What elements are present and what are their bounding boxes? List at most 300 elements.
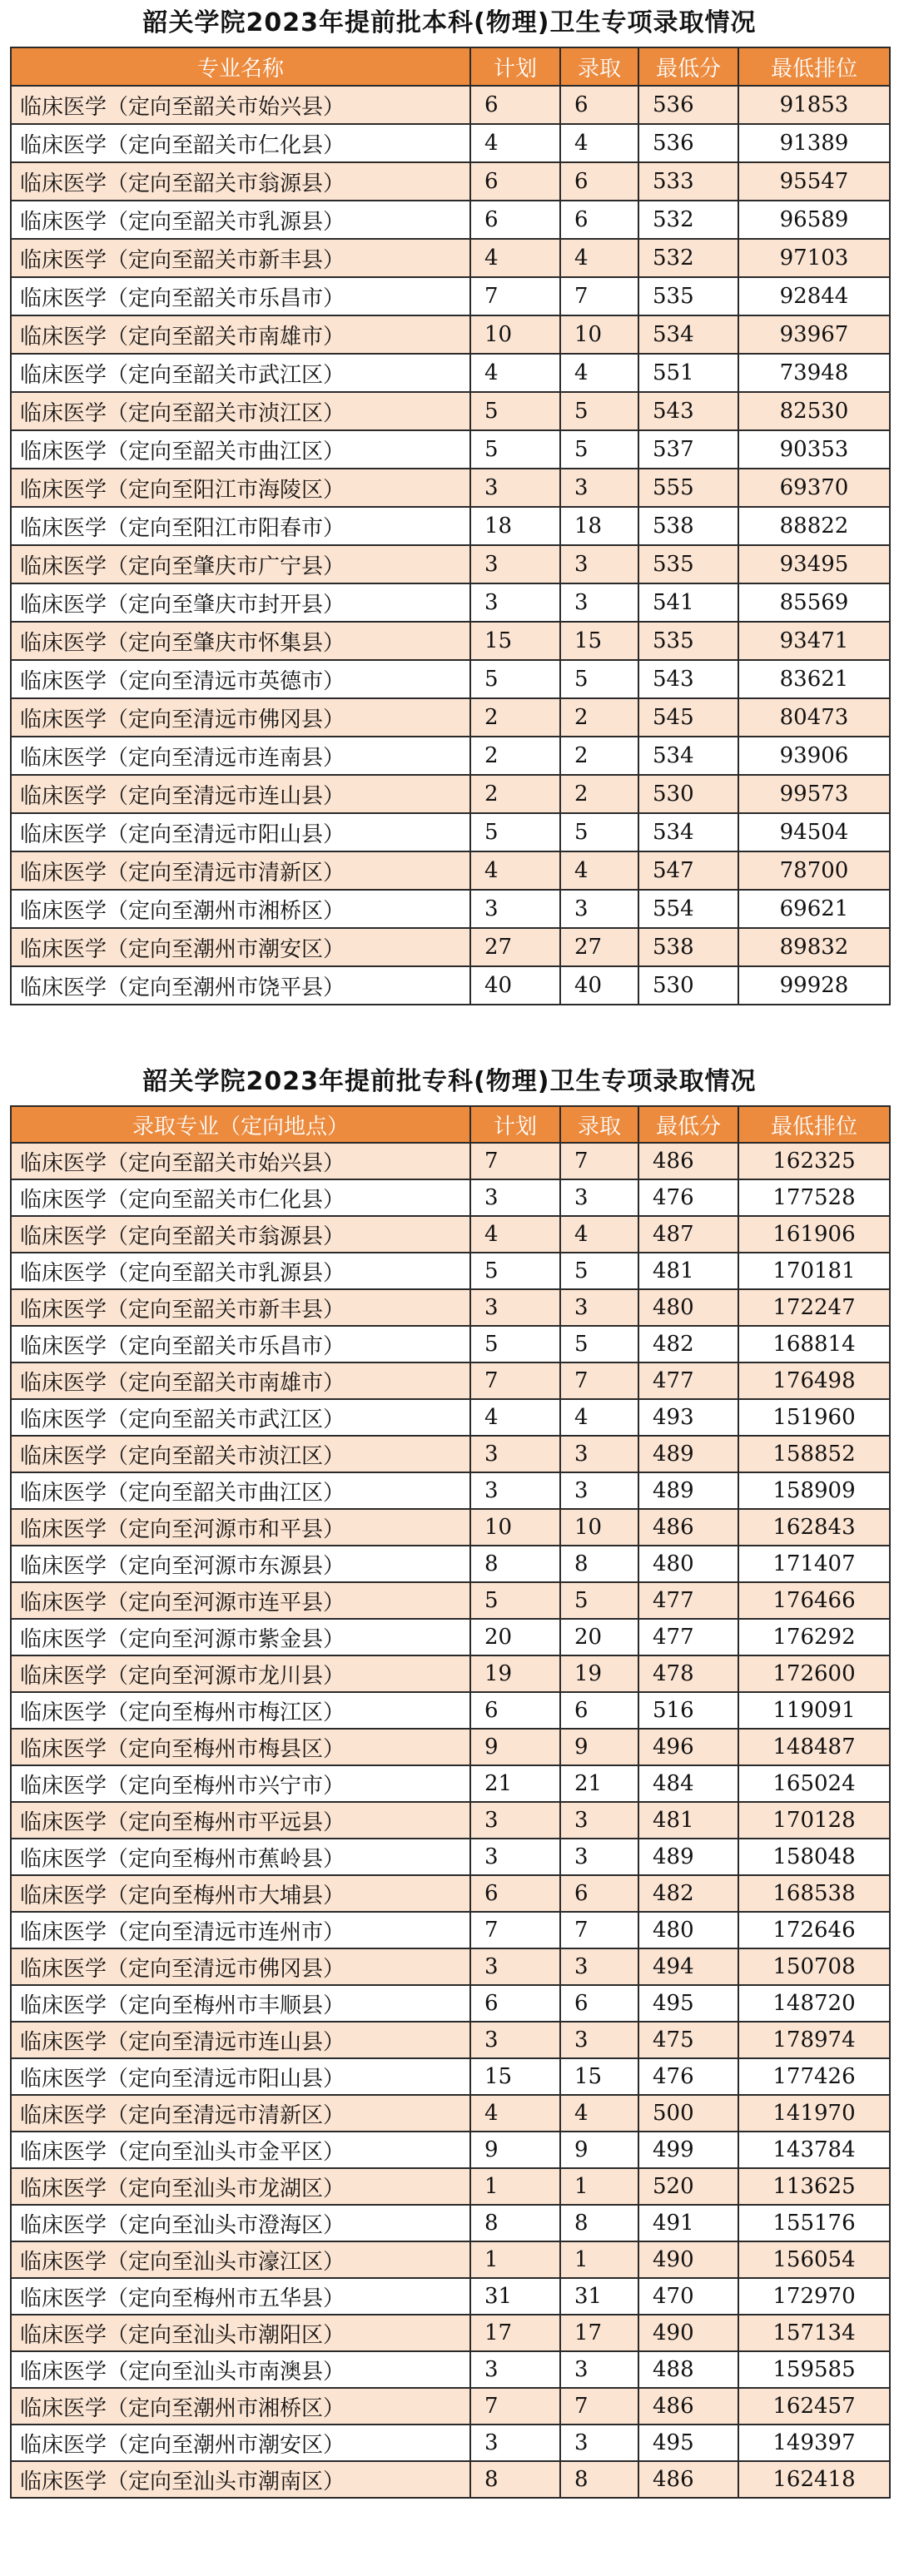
major-cell: 临床医学（定向至清远市阳山县） [11,813,470,851]
plan-cell: 3 [470,469,560,507]
table-row [11,583,890,622]
admitted-cell: 3 [560,2351,638,2388]
min-score-cell: 543 [638,392,738,430]
major-cell: 临床医学（定向至梅州市兴宁市） [11,1765,470,1802]
min-score-cell: 538 [638,928,738,966]
min-score-cell: 534 [638,737,738,775]
plan-cell: 15 [470,2058,560,2095]
plan-cell: 4 [470,239,560,277]
plan-cell: 1 [470,2168,560,2205]
admitted-cell: 8 [560,2461,638,2498]
min-rank-cell: 159585 [738,2351,890,2388]
major-cell: 临床医学（定向至韶关市仁化县） [11,124,470,162]
table-row [11,622,890,660]
header-min-score: 最低分 [638,47,738,86]
admitted-cell: 1 [560,2168,638,2205]
table-header-row [11,47,890,86]
major-cell: 临床医学（定向至清远市连州市） [11,1912,470,1948]
undergrad-table-body [11,86,890,1005]
admitted-cell: 20 [560,1619,638,1655]
plan-cell: 3 [470,2425,560,2461]
major-cell: 临床医学（定向至清远市英德市） [11,660,470,698]
admitted-cell: 8 [560,2205,638,2241]
min-score-cell: 484 [638,1765,738,1802]
admitted-cell: 7 [560,1912,638,1948]
table-row [11,1509,890,1546]
plan-cell: 8 [470,2461,560,2498]
table-row [11,1912,890,1948]
min-score-cell: 478 [638,1655,738,1692]
min-rank-cell: 95547 [738,162,890,201]
min-score-cell: 551 [638,354,738,392]
min-rank-cell: 92844 [738,277,890,315]
plan-cell: 6 [470,1985,560,2022]
major-cell: 临床医学（定向至清远市佛冈县） [11,1948,470,1985]
major-cell: 临床医学（定向至韶关市武江区） [11,354,470,392]
min-rank-cell: 89832 [738,928,890,966]
admitted-cell: 15 [560,2058,638,2095]
min-score-cell: 516 [638,1692,738,1729]
major-cell: 临床医学（定向至汕头市龙湖区） [11,2168,470,2205]
min-rank-cell: 162418 [738,2461,890,2498]
min-score-cell: 535 [638,545,738,583]
plan-cell: 17 [470,2315,560,2351]
min-rank-cell: 150708 [738,1948,890,1985]
table-row [11,660,890,698]
header-plan: 计划 [470,47,560,86]
min-score-cell: 470 [638,2278,738,2315]
min-rank-cell: 157134 [738,2315,890,2351]
major-cell: 临床医学（定向至肇庆市广宁县） [11,545,470,583]
admitted-cell: 4 [560,1216,638,1253]
table-row [11,890,890,928]
major-cell: 临床医学（定向至汕头市潮阳区） [11,2315,470,2351]
admitted-cell: 3 [560,1436,638,1472]
table-row [11,1875,890,1912]
admitted-cell: 15 [560,622,638,660]
min-score-cell: 496 [638,1729,738,1765]
min-rank-cell: 91389 [738,124,890,162]
major-cell: 临床医学（定向至韶关市曲江区） [11,1472,470,1509]
min-rank-cell: 113625 [738,2168,890,2205]
admitted-cell: 1 [560,2241,638,2278]
table-row [11,1619,890,1655]
admitted-cell: 40 [560,966,638,1005]
min-score-cell: 537 [638,430,738,469]
min-rank-cell: 119091 [738,1692,890,1729]
min-rank-cell: 93471 [738,622,890,660]
min-rank-cell: 99573 [738,775,890,813]
major-cell: 临床医学（定向至梅州市梅江区） [11,1692,470,1729]
table-row [11,2315,890,2351]
min-rank-cell: 85569 [738,583,890,622]
table-header-row [11,1106,890,1143]
min-score-cell: 554 [638,890,738,928]
table-row [11,2278,890,2315]
section-divider [0,1032,899,1059]
plan-cell: 4 [470,1399,560,1436]
admitted-cell: 6 [560,1692,638,1729]
min-score-cell: 481 [638,1802,738,1839]
min-score-cell: 490 [638,2241,738,2278]
min-score-cell: 480 [638,1289,738,1326]
plan-cell: 6 [470,1875,560,1912]
major-cell: 临床医学（定向至潮州市潮安区） [11,928,470,966]
major-cell: 临床医学（定向至河源市连平县） [11,1582,470,1619]
admitted-cell: 3 [560,1472,638,1509]
min-rank-cell: 165024 [738,1765,890,1802]
min-rank-cell: 162843 [738,1509,890,1546]
table-row [11,851,890,890]
admitted-cell: 3 [560,1179,638,1216]
min-score-cell: 493 [638,1399,738,1436]
header-major: 录取专业（定向地点） [11,1106,470,1143]
major-cell: 临床医学（定向至河源市龙川县） [11,1655,470,1692]
min-score-cell: 533 [638,162,738,201]
table-row [11,2425,890,2461]
college-table-body [11,1143,890,2498]
plan-cell: 3 [470,1948,560,1985]
table-row [11,545,890,583]
table-row [11,1985,890,2022]
min-rank-cell: 177426 [738,2058,890,2095]
table-row [11,1362,890,1399]
major-cell: 临床医学（定向至清远市清新区） [11,2095,470,2132]
min-rank-cell: 69621 [738,890,890,928]
table-row [11,1839,890,1875]
min-rank-cell: 176292 [738,1619,890,1655]
table-row [11,277,890,315]
header-admitted: 录取 [560,1106,638,1143]
table-row [11,2241,890,2278]
major-cell: 临床医学（定向至梅州市平远县） [11,1802,470,1839]
min-score-cell: 481 [638,1253,738,1289]
min-rank-cell: 148487 [738,1729,890,1765]
admitted-cell: 3 [560,1839,638,1875]
min-rank-cell: 168814 [738,1326,890,1362]
plan-cell: 3 [470,2022,560,2058]
table-row [11,1326,890,1362]
min-score-cell: 536 [638,86,738,124]
min-rank-cell: 93495 [738,545,890,583]
min-score-cell: 495 [638,2425,738,2461]
plan-cell: 9 [470,1729,560,1765]
table-row [11,966,890,1005]
min-rank-cell: 158852 [738,1436,890,1472]
admitted-cell: 6 [560,201,638,239]
plan-cell: 2 [470,775,560,813]
plan-cell: 4 [470,851,560,890]
admitted-cell: 7 [560,277,638,315]
major-cell: 临床医学（定向至韶关市曲江区） [11,430,470,469]
min-rank-cell: 177528 [738,1179,890,1216]
table-row [11,1143,890,1179]
major-cell: 临床医学（定向至清远市佛冈县） [11,698,470,737]
min-rank-cell: 88822 [738,507,890,545]
admitted-cell: 5 [560,1253,638,1289]
plan-cell: 3 [470,1436,560,1472]
admitted-cell: 3 [560,2022,638,2058]
table-row [11,2058,890,2095]
plan-cell: 5 [470,1326,560,1362]
min-score-cell: 499 [638,2132,738,2168]
undergrad-admission-table [10,47,891,1005]
plan-cell: 6 [470,162,560,201]
major-cell: 临床医学（定向至潮州市湘桥区） [11,2388,470,2425]
table-row [11,2205,890,2241]
major-cell: 临床医学（定向至韶关市南雄市） [11,315,470,354]
major-cell: 临床医学（定向至清远市连山县） [11,2022,470,2058]
major-cell: 临床医学（定向至梅州市蕉岭县） [11,1839,470,1875]
table-row [11,124,890,162]
plan-cell: 7 [470,277,560,315]
undergrad-table-title: 韶关学院2023年提前批本科(物理)卫生专项录取情况 [142,8,757,37]
table-row [11,1546,890,1582]
admitted-cell: 2 [560,775,638,813]
major-cell: 临床医学（定向至清远市连南县） [11,737,470,775]
major-cell: 临床医学（定向至韶关市仁化县） [11,1179,470,1216]
admitted-cell: 5 [560,1582,638,1619]
min-rank-cell: 156054 [738,2241,890,2278]
plan-cell: 3 [470,890,560,928]
min-rank-cell: 99928 [738,966,890,1005]
header-min-rank: 最低排位 [738,47,890,86]
min-rank-cell: 97103 [738,239,890,277]
plan-cell: 8 [470,2205,560,2241]
college-table-title: 韶关学院2023年提前批专科(物理)卫生专项录取情况 [142,1067,757,1096]
major-cell: 临床医学（定向至韶关市浈江区） [11,1436,470,1472]
min-score-cell: 520 [638,2168,738,2205]
plan-cell: 5 [470,392,560,430]
plan-cell: 3 [470,2351,560,2388]
plan-cell: 2 [470,698,560,737]
min-rank-cell: 69370 [738,469,890,507]
table-row [11,469,890,507]
major-cell: 临床医学（定向至韶关市新丰县） [11,1289,470,1326]
plan-cell: 5 [470,430,560,469]
plan-cell: 3 [470,1289,560,1326]
min-rank-cell: 161906 [738,1216,890,1253]
plan-cell: 3 [470,1472,560,1509]
table-row [11,698,890,737]
admitted-cell: 5 [560,813,638,851]
min-score-cell: 535 [638,622,738,660]
header-min-score: 最低分 [638,1106,738,1143]
plan-cell: 10 [470,315,560,354]
major-cell: 临床医学（定向至清远市阳山县） [11,2058,470,2095]
min-rank-cell: 170181 [738,1253,890,1289]
major-cell: 临床医学（定向至潮州市湘桥区） [11,890,470,928]
min-rank-cell: 172970 [738,2278,890,2315]
min-score-cell: 543 [638,660,738,698]
min-score-cell: 480 [638,1912,738,1948]
min-score-cell: 530 [638,966,738,1005]
table-row [11,928,890,966]
table-row [11,507,890,545]
major-cell: 临床医学（定向至梅州市五华县） [11,2278,470,2315]
min-rank-cell: 176498 [738,1362,890,1399]
major-cell: 临床医学（定向至韶关市浈江区） [11,392,470,430]
min-rank-cell: 149397 [738,2425,890,2461]
table-row [11,2351,890,2388]
table-row [11,1655,890,1692]
table-row [11,1399,890,1436]
admitted-cell: 7 [560,1143,638,1179]
header-major: 专业名称 [11,47,470,86]
min-score-cell: 547 [638,851,738,890]
major-cell: 临床医学（定向至清远市连山县） [11,775,470,813]
major-cell: 临床医学（定向至韶关市武江区） [11,1399,470,1436]
min-rank-cell: 141970 [738,2095,890,2132]
major-cell: 临床医学（定向至河源市和平县） [11,1509,470,1546]
admitted-cell: 9 [560,2132,638,2168]
table-row [11,1253,890,1289]
min-rank-cell: 171407 [738,1546,890,1582]
admitted-cell: 4 [560,2095,638,2132]
table-row [11,2168,890,2205]
table-row [11,1289,890,1326]
plan-cell: 3 [470,545,560,583]
min-score-cell: 490 [638,2315,738,2351]
table-row [11,1692,890,1729]
major-cell: 临床医学（定向至汕头市濠江区） [11,2241,470,2278]
table-row [11,2132,890,2168]
header-min-rank: 最低排位 [738,1106,890,1143]
table-row [11,737,890,775]
table-row [11,315,890,354]
table-row [11,2461,890,2498]
admitted-cell: 3 [560,545,638,583]
admitted-cell: 8 [560,1546,638,1582]
admitted-cell: 4 [560,239,638,277]
min-score-cell: 476 [638,2058,738,2095]
major-cell: 临床医学（定向至梅州市丰顺县） [11,1985,470,2022]
major-cell: 临床医学（定向至肇庆市怀集县） [11,622,470,660]
admitted-cell: 3 [560,469,638,507]
admitted-cell: 5 [560,392,638,430]
major-cell: 临床医学（定向至清远市清新区） [11,851,470,890]
undergrad-section [10,0,889,1005]
min-score-cell: 482 [638,1875,738,1912]
table-row [11,1729,890,1765]
min-score-cell: 476 [638,1179,738,1216]
min-score-cell: 534 [638,315,738,354]
plan-cell: 7 [470,1362,560,1399]
admitted-cell: 6 [560,162,638,201]
admitted-cell: 3 [560,1948,638,1985]
min-score-cell: 482 [638,1326,738,1362]
plan-cell: 19 [470,1655,560,1692]
admitted-cell: 4 [560,1399,638,1436]
min-rank-cell: 90353 [738,430,890,469]
admitted-cell: 3 [560,2425,638,2461]
admitted-cell: 17 [560,2315,638,2351]
plan-cell: 21 [470,1765,560,1802]
admitted-cell: 9 [560,1729,638,1765]
plan-cell: 5 [470,813,560,851]
plan-cell: 31 [470,2278,560,2315]
major-cell: 临床医学（定向至梅州市梅县区） [11,1729,470,1765]
admitted-cell: 4 [560,851,638,890]
admitted-cell: 5 [560,430,638,469]
min-score-cell: 545 [638,698,738,737]
min-rank-cell: 93967 [738,315,890,354]
table-row [11,392,890,430]
college-admission-table [10,1105,891,2499]
min-score-cell: 494 [638,1948,738,1985]
major-cell: 临床医学（定向至潮州市潮安区） [11,2425,470,2461]
admitted-cell: 7 [560,2388,638,2425]
min-score-cell: 532 [638,239,738,277]
table-row [11,201,890,239]
plan-cell: 7 [470,1143,560,1179]
table-row [11,1802,890,1839]
table-row [11,1765,890,1802]
min-score-cell: 486 [638,1509,738,1546]
table-row [11,775,890,813]
plan-cell: 40 [470,966,560,1005]
admitted-cell: 6 [560,1985,638,2022]
min-score-cell: 477 [638,1619,738,1655]
admitted-cell: 2 [560,737,638,775]
plan-cell: 3 [470,1839,560,1875]
plan-cell: 3 [470,583,560,622]
admitted-cell: 6 [560,1875,638,1912]
major-cell: 临床医学（定向至河源市东源县） [11,1546,470,1582]
college-section [10,1059,889,2499]
major-cell: 临床医学（定向至韶关市乳源县） [11,1253,470,1289]
plan-cell: 5 [470,1582,560,1619]
min-score-cell: 489 [638,1839,738,1875]
min-rank-cell: 91853 [738,86,890,124]
plan-cell: 8 [470,1546,560,1582]
min-rank-cell: 148720 [738,1985,890,2022]
major-cell: 临床医学（定向至韶关市翁源县） [11,1216,470,1253]
min-score-cell: 538 [638,507,738,545]
min-rank-cell: 172247 [738,1289,890,1326]
major-cell: 临床医学（定向至潮州市饶平县） [11,966,470,1005]
admitted-cell: 18 [560,507,638,545]
plan-cell: 20 [470,1619,560,1655]
plan-cell: 3 [470,1179,560,1216]
min-rank-cell: 82530 [738,392,890,430]
plan-cell: 5 [470,660,560,698]
min-score-cell: 488 [638,2351,738,2388]
admitted-cell: 19 [560,1655,638,1692]
plan-cell: 4 [470,354,560,392]
table-row [11,1582,890,1619]
min-rank-cell: 73948 [738,354,890,392]
admitted-cell: 2 [560,698,638,737]
min-rank-cell: 80473 [738,698,890,737]
major-cell: 临床医学（定向至汕头市南澳县） [11,2351,470,2388]
major-cell: 临床医学（定向至汕头市澄海区） [11,2205,470,2241]
table-row [11,1948,890,1985]
table-row [11,354,890,392]
admitted-cell: 3 [560,1802,638,1839]
admitted-cell: 27 [560,928,638,966]
min-rank-cell: 94504 [738,813,890,851]
major-cell: 临床医学（定向至河源市紫金县） [11,1619,470,1655]
plan-cell: 4 [470,1216,560,1253]
table-row [11,2095,890,2132]
min-rank-cell: 83621 [738,660,890,698]
min-score-cell: 495 [638,1985,738,2022]
major-cell: 临床医学（定向至汕头市金平区） [11,2132,470,2168]
major-cell: 临床医学（定向至肇庆市封开县） [11,583,470,622]
min-rank-cell: 178974 [738,2022,890,2058]
min-rank-cell: 176466 [738,1582,890,1619]
